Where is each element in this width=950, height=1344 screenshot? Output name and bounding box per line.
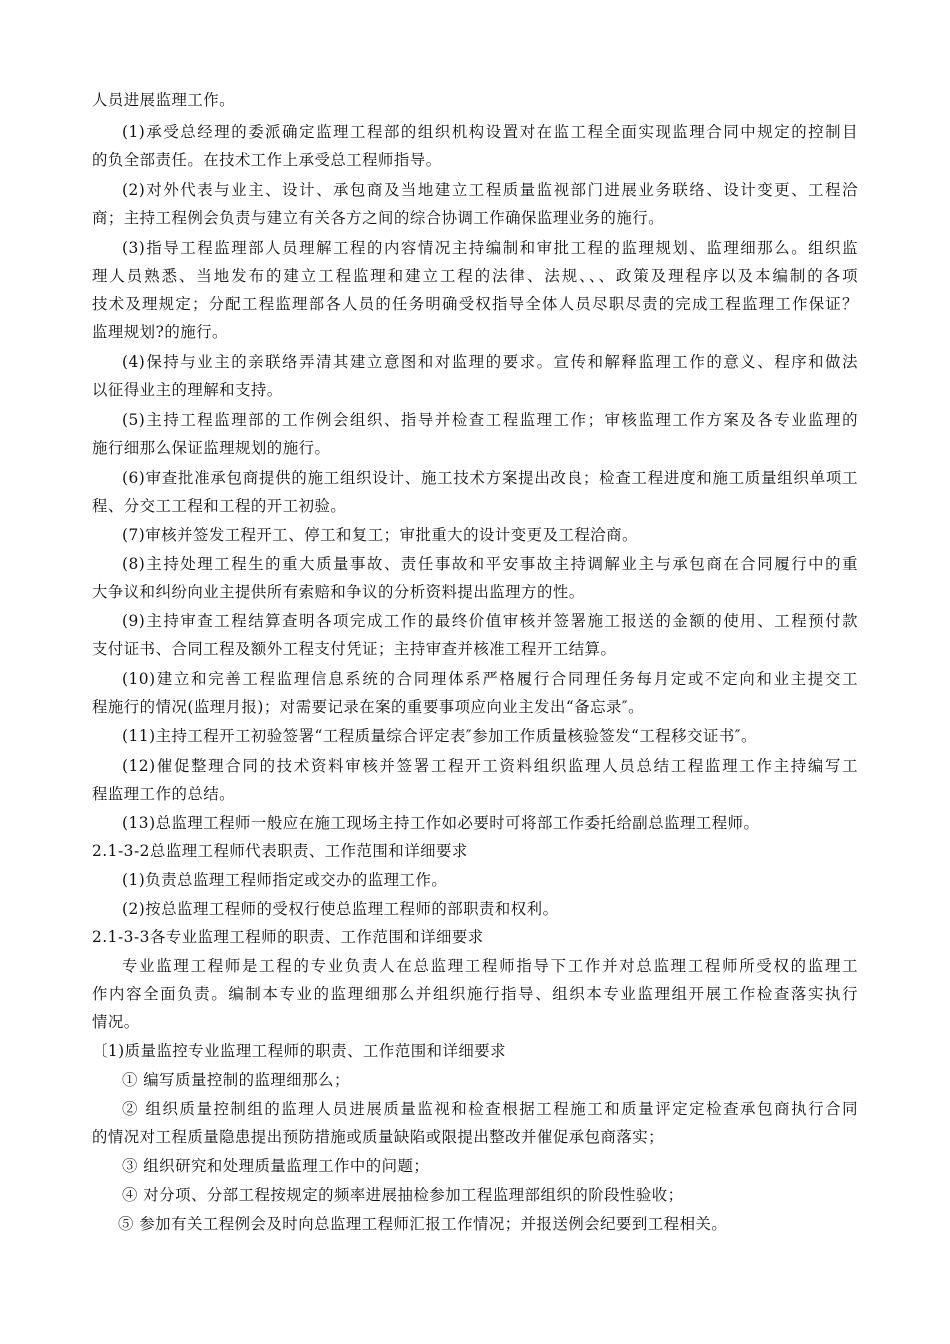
text-line: (2)对外代表与业主、设计、承包商及当地建立工程质量监视部门进展业务联络、设计变更、工程洽: [122, 181, 858, 199]
text-line: 程、分交工工程和工程的开工初验。: [92, 497, 347, 515]
text-line: 人员进展监理工作。: [92, 91, 236, 109]
section-heading: 2.1-3-2总监理工程师代表职责、工作范围和详细要求: [92, 842, 468, 860]
list-item: ② 组织质量控制组的监理人员进展质量监视和检查根据工程施工和质量评定定检查承包商执行合同: [122, 1100, 858, 1118]
list-item: ④ 对分项、分部工程按规定的频率进展抽检参加工程监理部组织的阶段性验收；: [122, 1186, 684, 1204]
text-line: (8)主持处理工程生的重大质量事故、责任事故和平安事故主持调解业主与承包商在合同履行中的重: [122, 555, 858, 573]
list-item: ⑤ 参加有关工程例会及时向总监理工程师汇报工作情况；并报送例会纪要到工程相关。: [118, 1215, 728, 1233]
text-line: (3)指导工程监理部人员理解工程的内容情况主持编制和审批工程的监理规划、监理细那么。组织监: [122, 239, 858, 257]
text-line: 专业监理工程师是工程的专业负责人在总监理工程师指导下工作并对总监理工程师所受权的监理工: [122, 957, 858, 975]
text-line: (5)主持工程监理部的工作例会组织、指导并检查工程监理工作；审核监理工作方案及各专业监理的: [122, 411, 858, 429]
text-line: 情况。: [92, 1013, 140, 1031]
list-item: ① 编写质量控制的监理细那么；: [122, 1071, 350, 1089]
text-line: 监理规划?的施行。: [92, 323, 228, 341]
text-line: (2)按总监理工程师的受权行使总监理工程师的部职责和权利。: [122, 900, 559, 918]
text-line: 大争议和纠纷向业主提供所有索赔和争议的分析资料提出监理方的性。: [92, 583, 585, 601]
text-line: (1)承受总经理的委派确定监理工程部的组织机构设置对在监工程全面实现监理合同中规定的控制目: [122, 123, 858, 141]
text-line: (11)主持工程开工初验签署“工程质量综合评定表″参加工作质量核验签发“工程移交证书″。: [122, 727, 757, 745]
text-line: (9)主持审查工程结算查明各项完成工作的最终价值审核并签署施工报送的金额的使用、工程预付款: [122, 612, 858, 630]
text-line: 商；主持工程例会负责与建立有关各方之间的综合协调工作确保监理业务的施行。: [92, 209, 665, 227]
text-line: (12)催促整理合同的技术资料审核并签署工程开工资料组织监理人员总结工程监理工作主持编写工: [122, 757, 858, 775]
text-line: 程监理工作的总结。: [92, 785, 236, 803]
text-line: 施行细那么保证监理规划的施行。: [92, 439, 331, 457]
text-line: (10)建立和完善工程监理信息系统的合同理体系严格履行合同理任务每月定或不定向和业主提交工: [122, 670, 858, 688]
text-line: (7)审核并签发工程开工、停工和复工；审批重大的设计变更及工程洽商。: [122, 526, 638, 544]
text-line: (6)审查批准承包商提供的施工组织设计、施工技术方案提出改良；检查工程进度和施工质量组织单项工: [122, 469, 858, 487]
text-line: 的负全部责任。在技术工作上承受总工程师指导。: [92, 151, 442, 169]
text-line: (1)负责总监理工程师指定或交办的监理工作。: [122, 871, 448, 889]
text-line: 作内容全面负责。编制本专业的监理细那么并组织施行指导、组织本专业监理组开展工作检查落实执行: [92, 985, 858, 1003]
text-line: 理人员熟悉、当地发布的建立工程监理和建立工程的法律、法规、、、政策及理程序以及本编制的各项: [92, 267, 858, 285]
text-line: 以征得业主的理解和支持。: [92, 381, 283, 399]
text-line: (13)总监理工程师一般应在施工现场主持工作如必要时可将部工作委托给副总监理工程师。: [122, 814, 760, 832]
text-line: 技术及理规定；分配工程监理部各人员的任务明确受权指导全体人员尽职尽责的完成工程监理工作保证？: [92, 295, 858, 313]
subsection-heading: 〔1)质量监控专业监理工程师的职责、工作范围和详细要求: [92, 1042, 507, 1060]
text-line: 支付证书、合同工程及额外工程支付凭证；主持审查并核准工程开工结算。: [92, 640, 617, 658]
text-line: 的情况对工程质量隐患提出预防措施或质量缺陷或限提出整改并催促承包商落实；: [92, 1128, 665, 1146]
list-item: ③ 组织研究和处理质量监理工作中的问题；: [122, 1157, 430, 1175]
text-line: 程施行的情况(监理月报)；对需要记录在案的重要事项应向业主发出“备忘录″。: [92, 698, 645, 716]
section-heading: 2.1-3-3各专业监理工程师的职责、工作范围和详细要求: [92, 928, 484, 946]
text-line: (4)保持与业主的亲联络弄清其建立意图和对监理的要求。宣传和解释监理工作的意义、程序和做法: [122, 353, 858, 371]
